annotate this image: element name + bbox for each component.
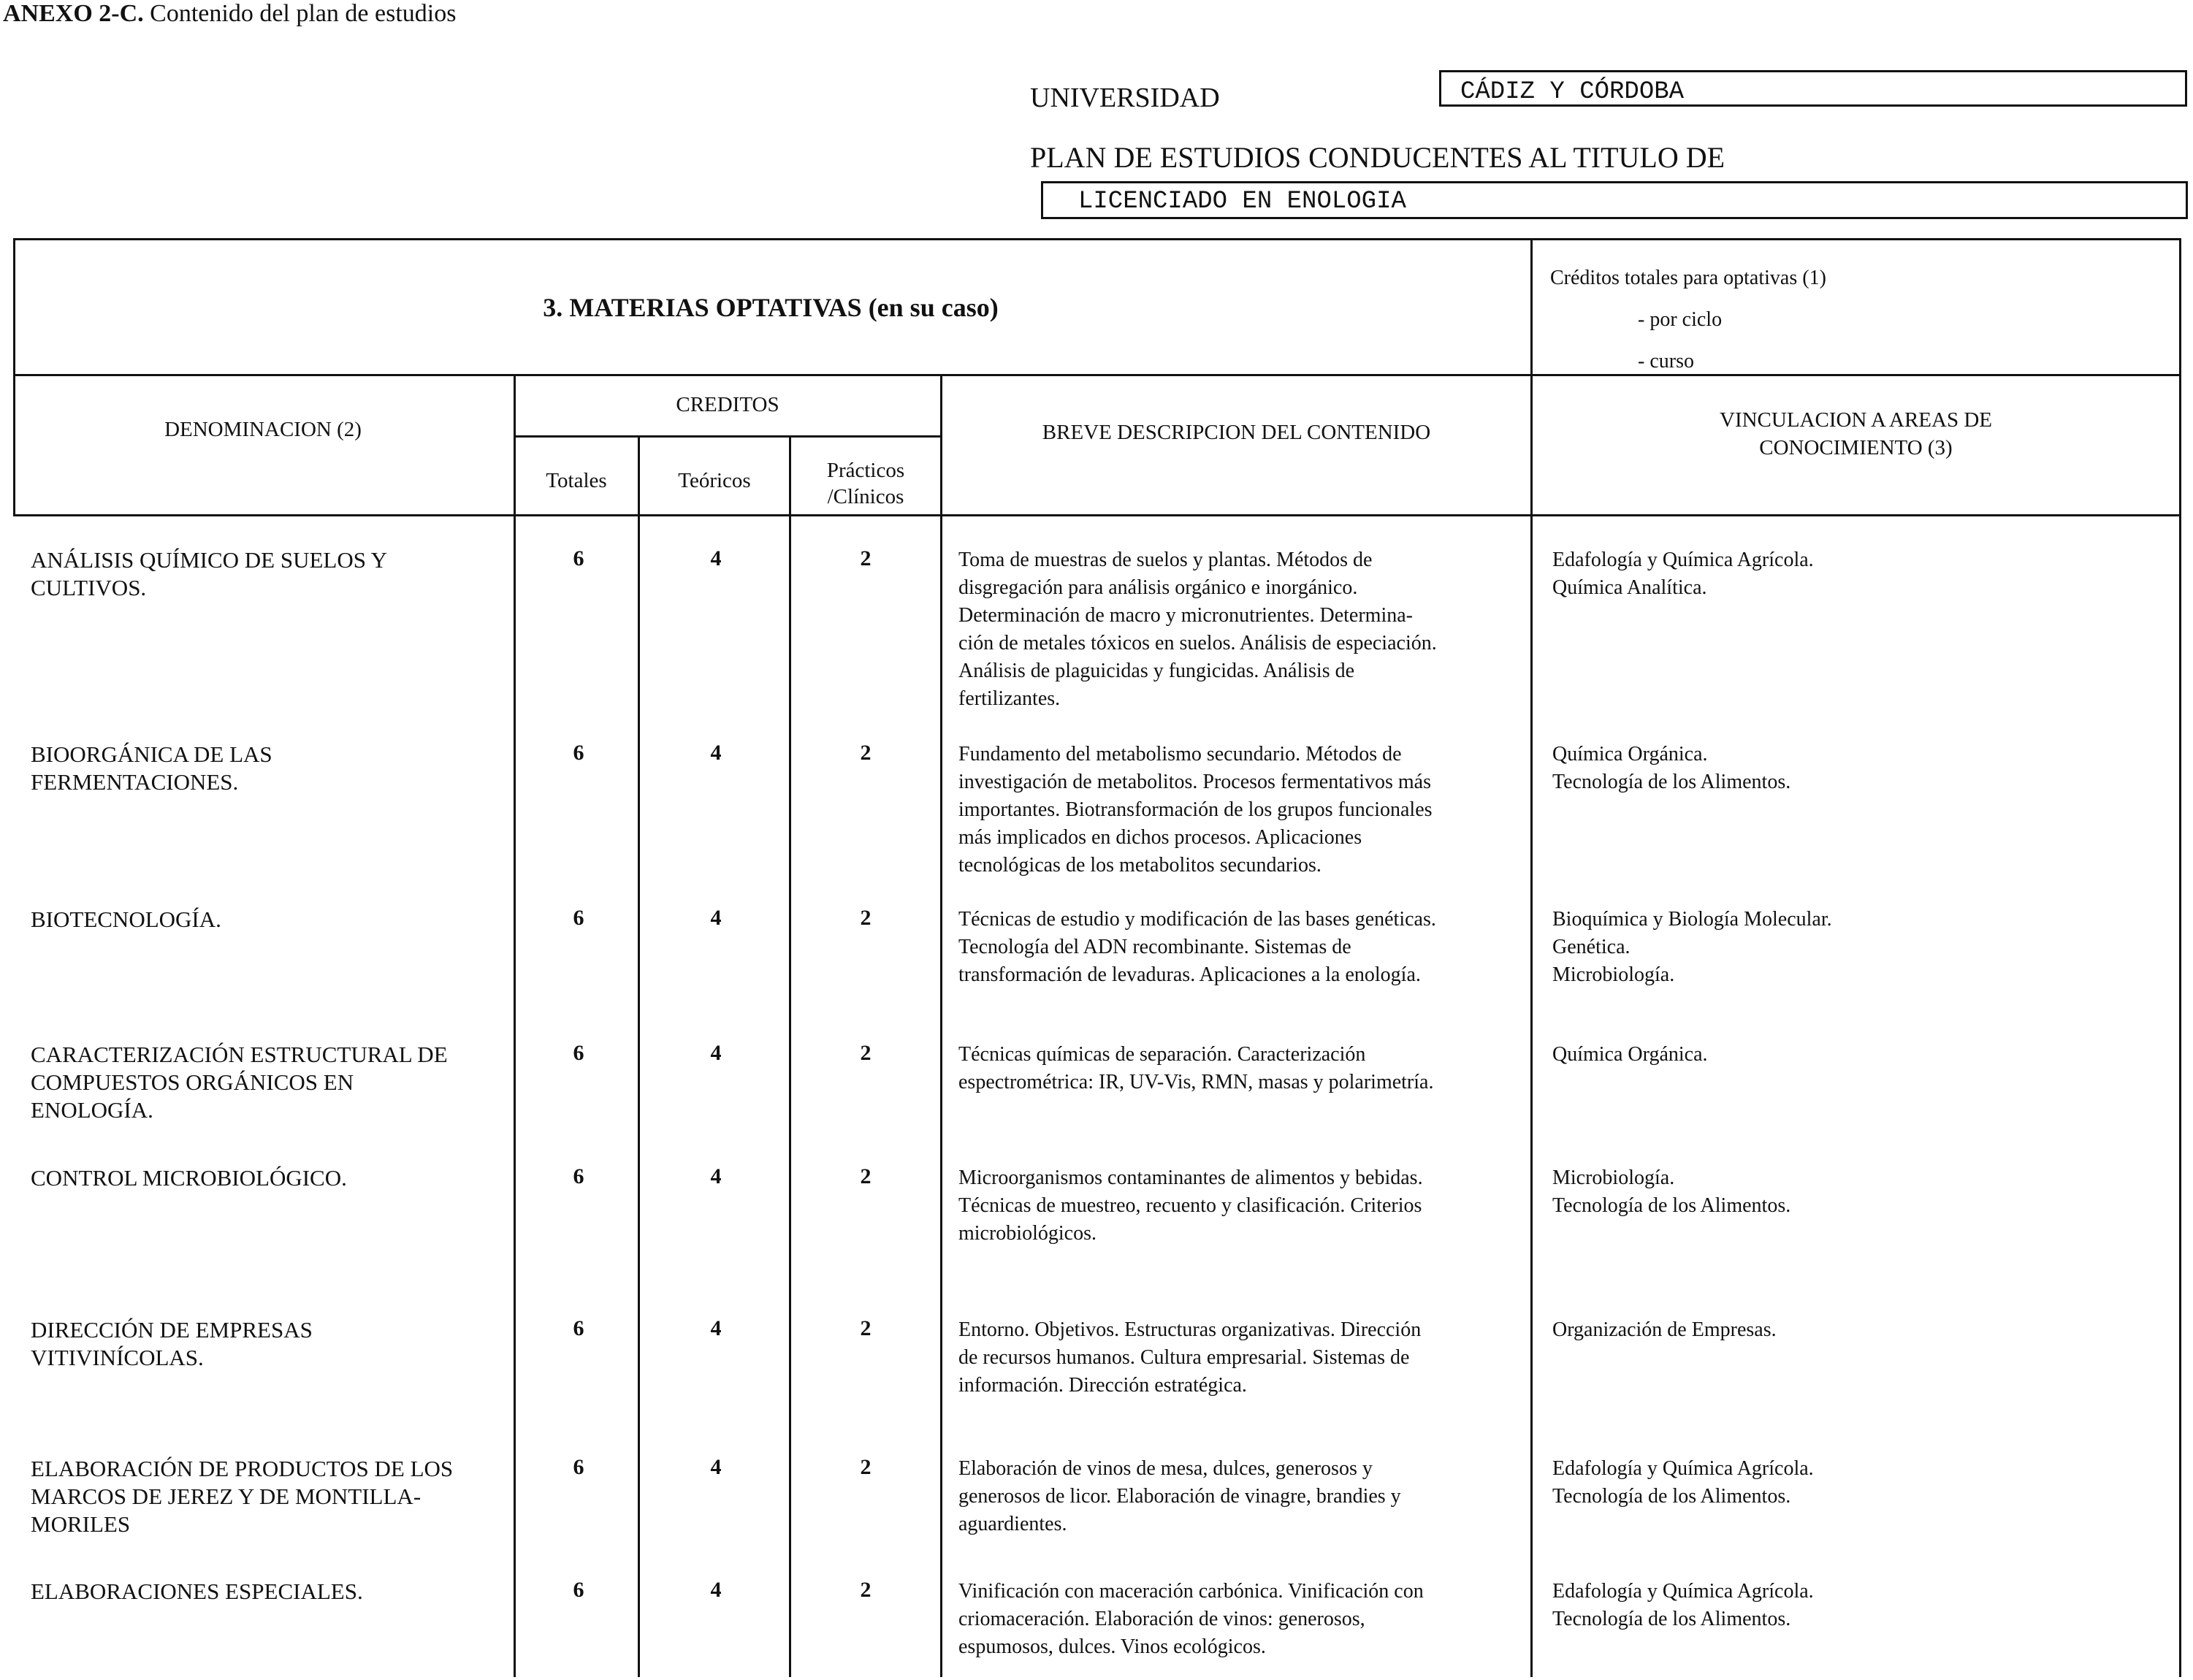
subject-name-line: VITIVINÍCOLAS.: [31, 1345, 204, 1370]
knowledge-area: Tecnología de los Alimentos.: [1552, 1608, 1791, 1630]
col-denominacion: DENOMINACION (2): [164, 418, 362, 441]
description-line: Elaboración de vinos de mesa, dulces, generosos y: [958, 1457, 1373, 1480]
description-line: Técnicas de muestreo, recuento y clasificación. Criterios: [958, 1194, 1422, 1217]
subject-name: [31, 1316, 498, 1372]
credits-teoricos: 4: [710, 1578, 722, 1602]
university-field: CÁDIZ Y CÓRDOBA: [1439, 70, 2187, 107]
credits-totales: 6: [573, 906, 584, 930]
description-line: Vinificación con maceración carbónica. Vinificación con: [958, 1580, 1424, 1603]
per-cycle-label: - por ciclo: [1638, 308, 1723, 331]
subject-name: [31, 1041, 498, 1124]
description-line: tecnológicas de los metabolitos secundarios.: [958, 854, 1321, 877]
credits-teoricos: 4: [710, 741, 722, 765]
credits-totales: 6: [573, 546, 584, 570]
credits-totales: 6: [573, 1041, 584, 1065]
knowledge-area: Organización de Empresas.: [1552, 1318, 1777, 1341]
description-line: generosos de licor. Elaboración de vinagre, brandies y: [958, 1485, 1401, 1508]
knowledge-area: Microbiología.: [1552, 963, 1675, 986]
knowledge-area: Química Analítica.: [1552, 576, 1707, 599]
knowledge-area: Genética.: [1552, 936, 1631, 958]
subject-name-line: ELABORACIONES ESPECIALES.: [31, 1578, 363, 1604]
subject-description: [958, 1041, 1521, 1096]
subject-description: [958, 741, 1521, 879]
credits-practicos: 2: [860, 1164, 872, 1188]
subject-description: [958, 1164, 1521, 1248]
subject-name: [31, 906, 498, 933]
subject-name-line: ANÁLISIS QUÍMICO DE SUELOS Y: [31, 547, 387, 573]
annex-heading: [3, 0, 456, 28]
col-practicos-line2: /Clínicos: [827, 485, 904, 508]
knowledge-areas: [1552, 1164, 2181, 1220]
description-line: ción de metales tóxicos en suelos. Análisis de especiación.: [958, 632, 1437, 654]
knowledge-area: Edafología y Química Agrícola.: [1552, 1457, 1814, 1480]
description-line: Fundamento del metabolismo secundario. Métodos de: [958, 743, 1402, 765]
credits-teoricos: 4: [710, 546, 722, 570]
description-line: Técnicas de estudio y modificación de las bases genéticas.: [958, 908, 1436, 931]
subject-description: [958, 1316, 1521, 1400]
knowledge-areas: [1552, 546, 2181, 602]
subject-name: [31, 1164, 498, 1192]
subject-name-line: MORILES: [31, 1511, 131, 1537]
plan-label: PLAN DE ESTUDIOS CONDUCENTES AL TITULO DE: [1030, 141, 1725, 174]
description-line: Tecnología del ADN recombinante. Sistemas de: [958, 936, 1351, 958]
description-line: Análisis de plaguicidas y fungicidas. Análisis de: [958, 660, 1355, 682]
annex-title: Contenido del plan de estudios: [143, 0, 457, 27]
credits-practicos: 2: [860, 1578, 872, 1602]
section-title: 3. MATERIAS OPTATIVAS (en su caso): [543, 293, 999, 322]
col-creditos: CREDITOS: [676, 393, 779, 416]
knowledge-area: Tecnología de los Alimentos.: [1552, 1194, 1791, 1217]
degree-field: LICENCIADO EN ENOLOGIA: [1041, 181, 2188, 219]
annex-number: ANEXO 2-C.: [3, 0, 144, 27]
knowledge-area: Edafología y Química Agrícola.: [1552, 1580, 1814, 1603]
subject-name-line: ELABORACIÓN DE PRODUCTOS DE LOS: [31, 1456, 454, 1481]
credits-practicos: 2: [860, 1041, 872, 1065]
description-line: microbiológicos.: [958, 1222, 1096, 1245]
knowledge-areas: [1552, 1455, 2181, 1511]
knowledge-areas: [1552, 906, 2181, 989]
credits-totales: 6: [573, 1164, 584, 1188]
knowledge-area: Microbiología.: [1552, 1167, 1675, 1189]
description-line: disgregación para análisis orgánico e inorgánico.: [958, 576, 1358, 599]
description-line: investigación de metabolitos. Procesos fermentativos más: [958, 771, 1431, 793]
credits-teoricos: 4: [710, 1164, 722, 1188]
col-descripcion: BREVE DESCRIPCION DEL CONTENIDO: [1042, 421, 1431, 444]
description-line: Técnicas químicas de separación. Caracterización: [958, 1043, 1366, 1066]
subject-name-line: BIOORGÁNICA DE LAS: [31, 741, 272, 767]
credits-teoricos: 4: [710, 906, 722, 930]
description-line: Microorganismos contaminantes de alimentos y bebidas.: [958, 1167, 1423, 1189]
credits-practicos: 2: [860, 546, 872, 570]
subject-name-line: COMPUESTOS ORGÁNICOS EN: [31, 1069, 354, 1095]
col-teoricos: Teóricos: [678, 469, 751, 492]
subject-description: [958, 546, 1521, 713]
subject-name: [31, 546, 498, 602]
subject-name-line: ENOLOGÍA.: [31, 1097, 153, 1123]
credits-totales: 6: [573, 741, 584, 765]
credits-totales: 6: [573, 1578, 584, 1602]
knowledge-area: Química Orgánica.: [1552, 1043, 1708, 1066]
subject-description: [958, 906, 1521, 989]
knowledge-areas: [1552, 1041, 2181, 1069]
description-line: importantes. Biotransformación de los grupos funcionales: [958, 798, 1433, 821]
description-line: fertilizantes.: [958, 687, 1061, 710]
description-line: espectrométrica: IR, UV-Vis, RMN, masas y polarimetría.: [958, 1071, 1434, 1093]
subject-description: [958, 1455, 1521, 1538]
subject-name-line: CARACTERIZACIÓN ESTRUCTURAL DE: [31, 1042, 448, 1067]
subject-name: [31, 1578, 498, 1605]
description-line: más implicados en dichos procesos. Aplicaciones: [958, 826, 1362, 849]
credits-totales: 6: [573, 1455, 584, 1479]
description-line: transformación de levaduras. Aplicaciones a la enología.: [958, 963, 1421, 986]
knowledge-area: Tecnología de los Alimentos.: [1552, 771, 1791, 793]
credits-teoricos: 4: [710, 1316, 722, 1340]
credits-practicos: 2: [860, 741, 872, 765]
subject-name: [31, 1455, 498, 1538]
credits-practicos: 2: [860, 1316, 872, 1340]
col-areas-line2: CONOCIMIENTO (3): [1759, 436, 1953, 459]
subject-name-line: MARCOS DE JEREZ Y DE MONTILLA-: [31, 1484, 422, 1509]
credits-practicos: 2: [860, 906, 872, 930]
subject-name-line: DIRECCIÓN DE EMPRESAS: [31, 1317, 313, 1343]
credits-practicos: 2: [860, 1455, 872, 1479]
subject-description: [958, 1578, 1521, 1661]
knowledge-areas: [1552, 741, 2181, 796]
credits-totales: 6: [573, 1316, 584, 1340]
subject-name-line: CULTIVOS.: [31, 575, 147, 600]
description-line: espumosos, dulces. Vinos ecológicos.: [958, 1635, 1266, 1658]
knowledge-area: Bioquímica y Biología Molecular.: [1552, 908, 1832, 931]
credits-total-label: Créditos totales para optativas (1): [1550, 267, 1826, 289]
description-line: información. Dirección estratégica.: [958, 1374, 1247, 1397]
description-line: Toma de muestras de suelos y plantas. Métodos de: [958, 549, 1373, 571]
col-totales: Totales: [546, 469, 607, 492]
description-line: Entorno. Objetivos. Estructuras organizativas. Dirección: [958, 1318, 1422, 1341]
description-line: criomaceración. Elaboración de vinos: generosos,: [958, 1608, 1365, 1630]
knowledge-areas: [1552, 1578, 2181, 1633]
knowledge-areas: [1552, 1316, 2181, 1344]
knowledge-area: Química Orgánica.: [1552, 743, 1708, 765]
col-practicos: [791, 457, 940, 510]
description-line: Determinación de macro y micronutrientes. Determina-: [958, 604, 1413, 627]
university-label: UNIVERSIDAD: [1030, 83, 1220, 113]
subject-name: [31, 741, 498, 796]
description-line: aguardientes.: [958, 1513, 1067, 1535]
subject-name-line: BIOTECNOLOGÍA.: [31, 906, 221, 932]
col-practicos-line1: Prácticos: [826, 459, 905, 482]
subject-name-line: FERMENTACIONES.: [31, 769, 239, 795]
col-areas-line1: VINCULACION A AREAS DE: [1720, 408, 1992, 432]
description-line: de recursos humanos. Cultura empresarial. Sistemas de: [958, 1346, 1410, 1369]
optional-credits-block: [1550, 257, 1826, 382]
col-areas: [1533, 406, 2179, 462]
credits-teoricos: 4: [710, 1455, 722, 1479]
knowledge-area: Tecnología de los Alimentos.: [1552, 1485, 1791, 1508]
credits-teoricos: 4: [710, 1041, 722, 1065]
subject-name-line: CONTROL MICROBIOLÓGICO.: [31, 1165, 347, 1191]
knowledge-area: Edafología y Química Agrícola.: [1552, 549, 1814, 571]
per-course-label: - curso: [1638, 350, 1694, 373]
